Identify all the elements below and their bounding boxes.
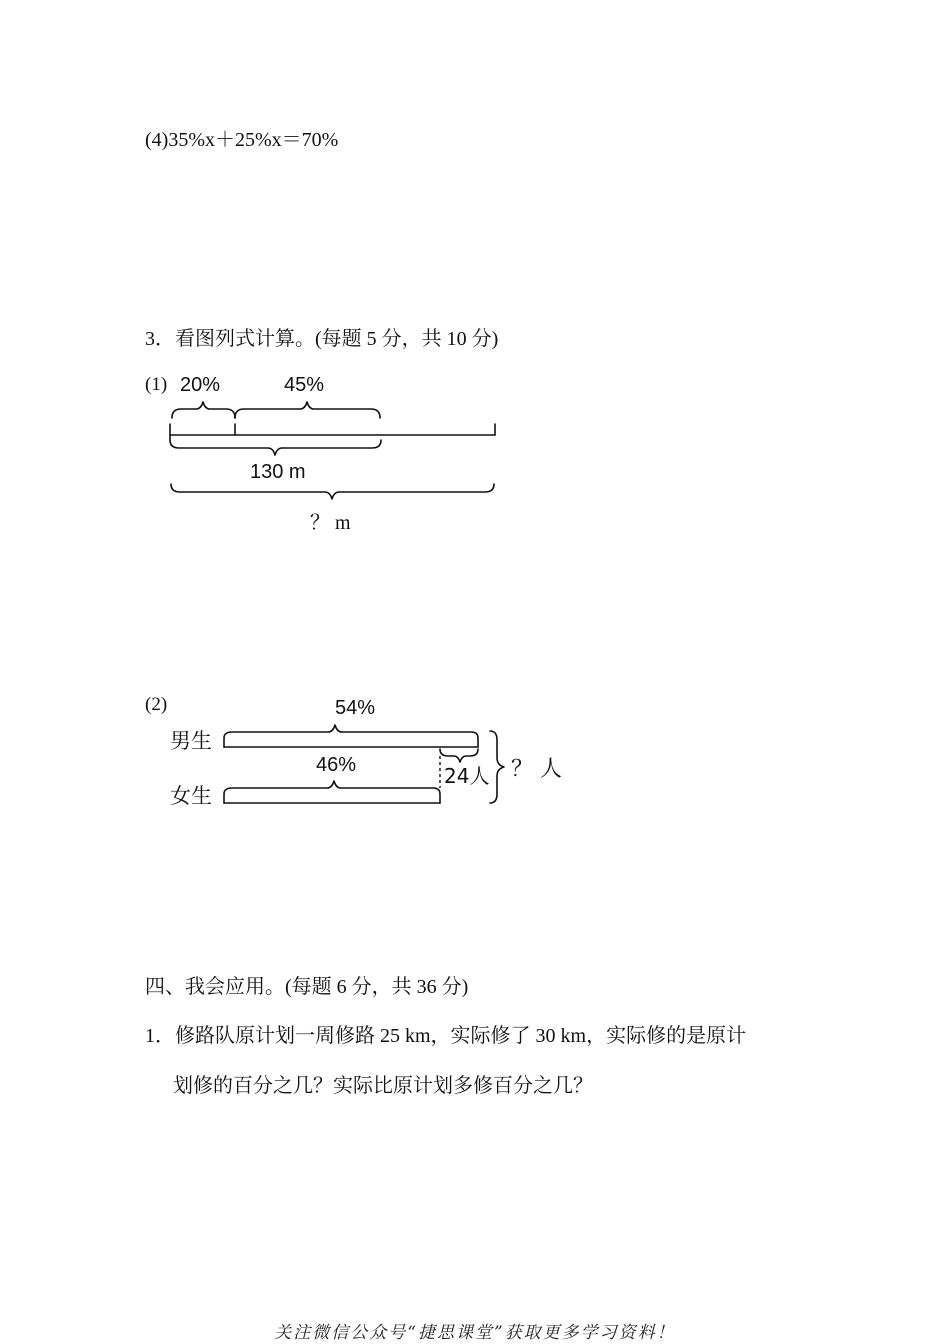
- figure-2-pct-46: 46%: [316, 754, 357, 776]
- figure-2-diff-brace: [440, 749, 478, 762]
- figure-1-total-label: ？ m: [310, 512, 351, 534]
- figure-2-girls-bar: [224, 781, 440, 803]
- question-1-line-2: 划修的百分之几？实际比原计划多修百分之几？: [173, 1075, 593, 1097]
- figure-2-total-brace: [490, 731, 504, 803]
- figure-1-part-label: 130 m: [250, 461, 306, 483]
- figure-2-girls-label: 女生: [170, 784, 212, 808]
- figure-2-label: (2): [145, 694, 168, 715]
- figure-1-pct-20: 20%: [180, 374, 221, 396]
- equation-4: (4)35%x＋25%x＝70%: [145, 129, 339, 151]
- section-4-heading: 四、我会应用。(每题 6 分，共 36 分): [145, 976, 469, 998]
- section-3-heading: 3．看图列式计算。(每题 5 分，共 10 分): [145, 328, 499, 350]
- figure-2-pct-54: 54%: [335, 697, 376, 719]
- figure-2-diff-label: 24人: [444, 764, 490, 788]
- footer-notice: 关注微信公众号“捷思课堂”获取更多学习资料！: [274, 1323, 676, 1343]
- figure-1-pct-45: 45%: [284, 374, 325, 396]
- figure-2-boys-label: 男生: [170, 729, 212, 753]
- question-1-line-1: 1．修路队原计划一周修路 25 km，实际修了 30 km，实际修的是原计: [145, 1025, 747, 1047]
- figure-2-total-label: ？ 人: [511, 757, 562, 782]
- figure-2-boys-bar: [224, 725, 478, 747]
- figure-1-label: (1): [145, 374, 168, 395]
